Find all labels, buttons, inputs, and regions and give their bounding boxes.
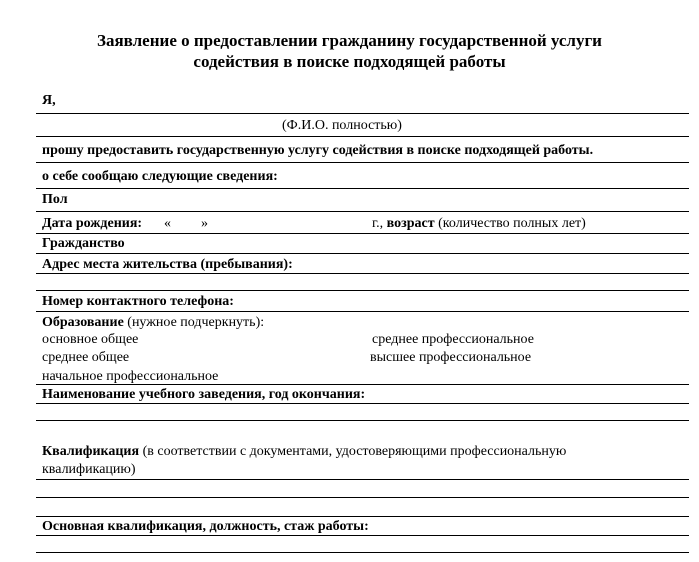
citizenship-label: Гражданство — [42, 236, 125, 251]
edu-option-higher-prof[interactable]: высшее профессиональное — [370, 350, 532, 365]
birth-date-field-line[interactable] — [36, 233, 689, 234]
qualification-hint-cont: квалификацию) — [42, 462, 136, 477]
main-qualification-label: Основная квалификация, должность, стаж работы: — [42, 519, 369, 534]
quote-close: » — [201, 216, 208, 231]
edu-option-basic-general[interactable]: основное общее — [42, 332, 139, 347]
institution-label: Наименование учебного заведения, год окончания: — [42, 387, 366, 402]
qualification-heading — [42, 443, 566, 460]
about-label: о себе сообщаю следующие сведения: — [42, 169, 278, 184]
phone-label: Номер контактного телефона: — [42, 294, 234, 309]
divider — [36, 384, 689, 385]
main-qualification-field-line[interactable] — [36, 535, 689, 536]
education-heading — [42, 314, 264, 331]
address-field-line-2[interactable] — [36, 290, 689, 291]
edu-option-primary-prof[interactable]: начальное профессиональное — [42, 369, 219, 384]
gender-label: Пол — [42, 192, 68, 207]
main-qualification-field-line-2[interactable] — [36, 552, 689, 553]
education-label: Образование — [42, 315, 124, 330]
qualification-field-line-2[interactable] — [36, 497, 689, 498]
birth-date-label: Дата рождения: — [42, 216, 143, 231]
qualification-label: Квалификация — [42, 444, 140, 459]
institution-field-line[interactable] — [36, 403, 689, 404]
age-label: возраст — [386, 216, 435, 231]
divider — [36, 162, 689, 163]
fio-field-line[interactable] — [36, 113, 689, 114]
year-suffix: г., — [372, 216, 384, 231]
address-field-line[interactable] — [36, 273, 689, 274]
gender-field-line[interactable] — [36, 211, 689, 212]
edu-option-secondary-prof[interactable]: среднее профессиональное — [372, 332, 534, 347]
edu-option-secondary-general[interactable]: среднее общее — [42, 350, 130, 365]
qualification-field-line[interactable] — [36, 479, 689, 480]
divider — [36, 188, 689, 189]
page-title-line-1: Заявление о предоставлении гражданину государственной услуги — [97, 31, 602, 50]
education-hint: (нужное подчеркнуть): — [127, 315, 265, 330]
age-group — [372, 215, 586, 232]
page-title-line-2: содействия в поиске подходящей работы — [193, 52, 506, 71]
request-text: прошу предоставить государственную услугу содействия в поиске подходящей работы. — [42, 143, 594, 158]
address-label: Адрес места жительства (пребывания): — [42, 257, 293, 272]
phone-field-line[interactable] — [36, 311, 689, 312]
qualification-hint: (в соответствии с документами, удостоверяющими профессиональную — [142, 444, 567, 459]
fio-hint: (Ф.И.О. полностью) — [282, 118, 402, 133]
divider — [36, 136, 689, 137]
label-ya: Я, — [42, 93, 56, 108]
institution-field-line-2[interactable] — [36, 420, 689, 421]
qualification-field-line-3[interactable] — [36, 516, 689, 517]
quote-open: « — [164, 216, 171, 231]
age-hint: (количество полных лет) — [438, 216, 586, 231]
citizenship-field-line[interactable] — [36, 253, 689, 254]
